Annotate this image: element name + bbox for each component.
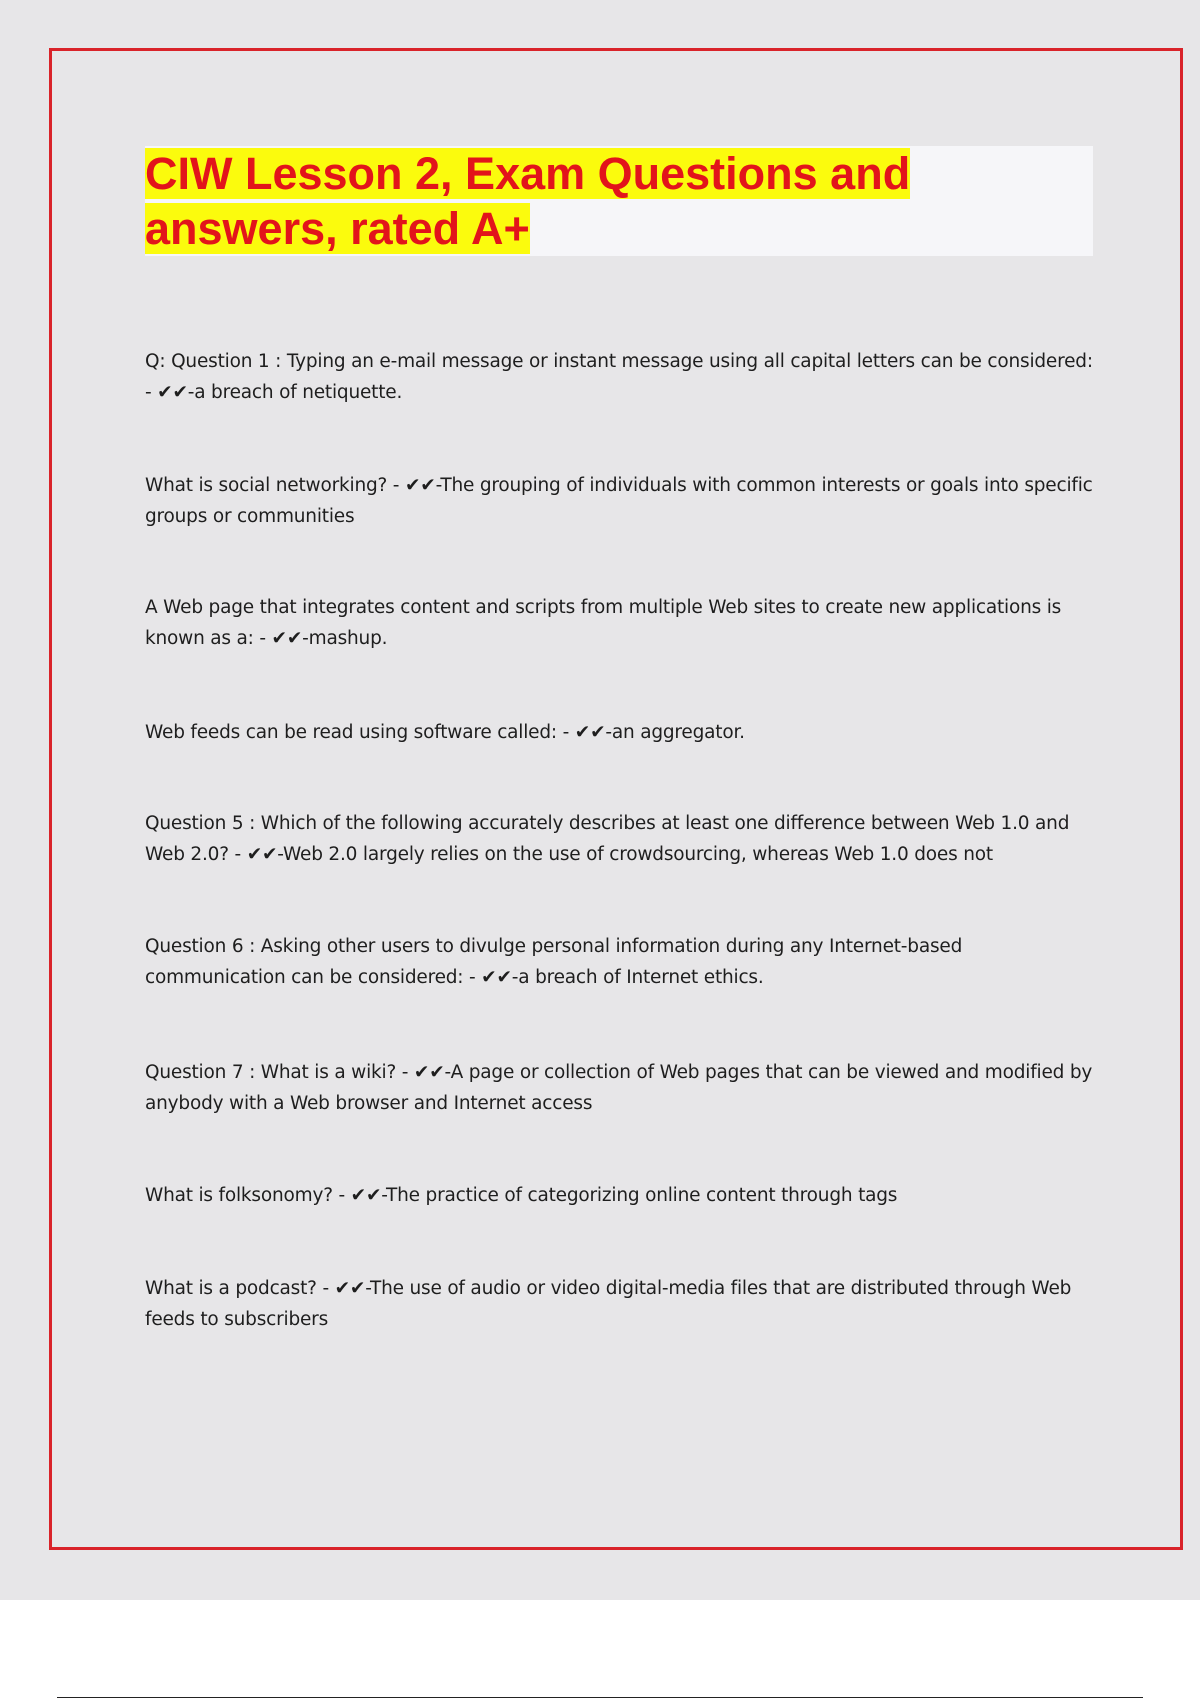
document-title <box>145 146 1093 256</box>
qa-item-6: Question 6 : Asking other users to divulge personal information during any Internet-based communication can be considered: - ✔✔-a breach of Internet ethics. <box>145 936 963 988</box>
qa-item-7: Question 7 : What is a wiki? - ✔✔-A page or collection of Web pages that can be viewed and modified by anybody with a Web browser and Internet access <box>145 1062 1093 1114</box>
qa-item-5: Question 5 : Which of the following accurately describes at least one difference between Web 1.0 and Web 2.0? - ✔✔-Web 2.0 largely relies on the use of crowdsourcing, whereas Web 1.0 does not <box>145 813 1070 865</box>
qa-item-8: What is folksonomy? - ✔✔-The practice of categorizing online content through tags <box>145 1185 898 1206</box>
footer-rule <box>57 1697 1143 1698</box>
title-line-2: answers, rated A+ <box>145 203 530 254</box>
qa-item-3: A Web page that integrates content and scripts from multiple Web sites to create new applications is known as a: - ✔✔-mashup. <box>145 597 1062 649</box>
title-line-1: CIW Lesson 2, Exam Questions and <box>145 148 911 199</box>
qa-item-9: What is a podcast? - ✔✔-The use of audio or video digital-media files that are distributed through Web feeds to subscribers <box>145 1278 1072 1330</box>
qa-item-4: Web feeds can be read using software called: - ✔✔-an aggregator. <box>145 722 745 743</box>
title-block <box>145 146 1093 256</box>
qa-item-1: Q: Question 1 : Typing an e-mail message or instant message using all capital letters can be considered: - ✔✔-a breach of netiquette. <box>145 351 1093 403</box>
qa-item-2: What is social networking? - ✔✔-The grouping of individuals with common interests or goals into specific groups or communities <box>145 475 1093 527</box>
